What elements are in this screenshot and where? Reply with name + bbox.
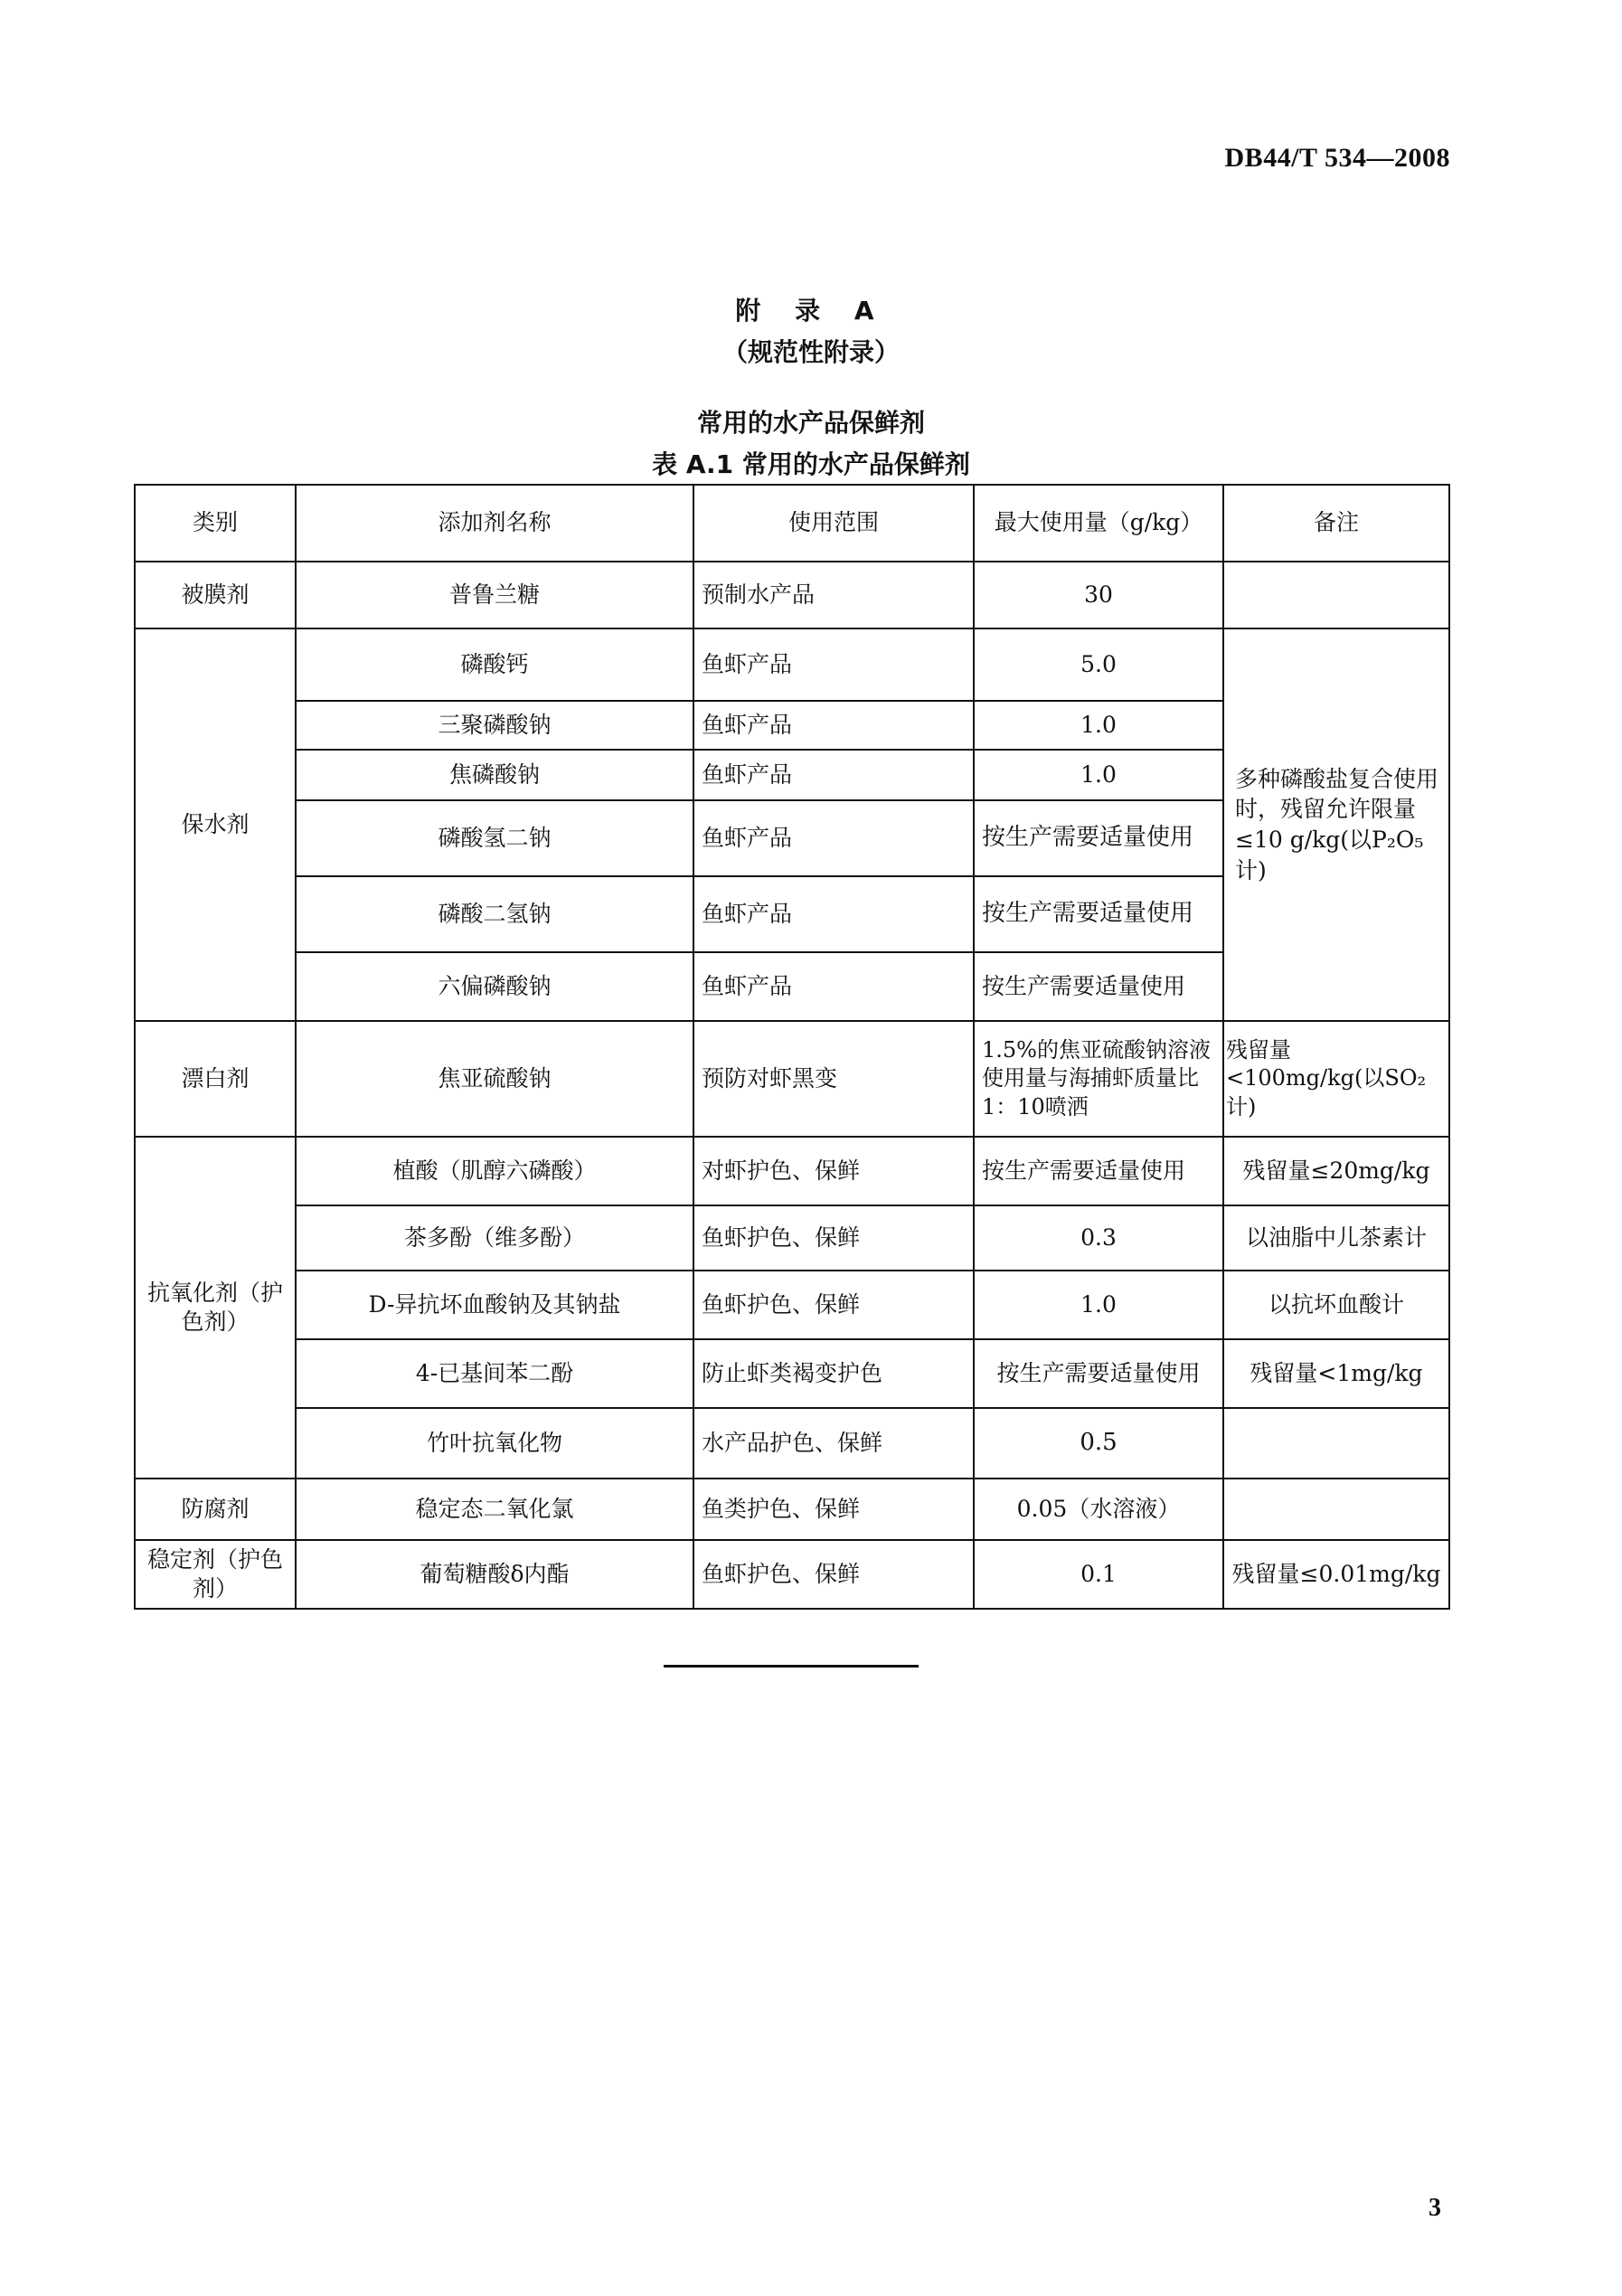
table-row [135,1540,1449,1609]
category-cell: 被膜剂 [135,562,296,628]
name-cell: 磷酸氢二钠 [296,800,693,876]
scope-cell: 鱼类护色、保鲜 [693,1479,974,1540]
dose-cell: 1.5%的焦亚硫酸钠溶液使用量与海捕虾质量比1：10喷洒 [974,1021,1223,1137]
category-cell: 抗氧化剂（护色剂） [135,1137,296,1479]
dose-cell: 0.1 [974,1540,1223,1609]
name-cell: 六偏磷酸钠 [296,952,693,1021]
table-row [135,1205,1449,1271]
document-title: 常用的水产品保鲜剂 [696,408,925,438]
table-row [135,1271,1449,1339]
scope-cell: 水产品护色、保鲜 [693,1408,974,1479]
remark-cell: 残留量≤0.01mg/kg [1223,1540,1449,1609]
header-remark: 备注 [1223,485,1449,562]
table-row [135,628,1449,701]
dose-cell: 1.0 [974,701,1223,750]
remark-cell: 残留量<100mg/kg(以SO₂计) [1223,1021,1449,1137]
table-header-row [135,485,1449,562]
name-cell: 焦磷酸钠 [296,750,693,800]
remark-cell [1223,562,1449,628]
dose-cell: 按生产需要适量使用 [974,1137,1223,1205]
table-row [135,1339,1449,1408]
name-cell: 4-已基间苯二酚 [296,1339,693,1408]
scope-cell: 鱼虾产品 [693,952,974,1021]
scope-cell: 鱼虾护色、保鲜 [693,1205,974,1271]
remark-cell: 以抗坏血酸计 [1223,1271,1449,1339]
scope-cell: 鱼虾产品 [693,701,974,750]
remark-cell: 残留量≤20mg/kg [1223,1137,1449,1205]
annex-subtitle: （规范性附录） [721,337,900,367]
header-scope: 使用范围 [693,485,974,562]
remark-cell [1223,1408,1449,1479]
category-cell: 稳定剂（护色剂） [135,1540,296,1609]
table-caption: 表 A.1 常用的水产品保鲜剂 [652,449,970,479]
scope-cell: 鱼虾产品 [693,628,974,701]
dose-cell: 30 [974,562,1223,628]
category-cell: 保水剂 [135,628,296,1021]
scope-cell: 鱼虾产品 [693,800,974,876]
scope-cell: 鱼虾产品 [693,876,974,952]
dose-cell: 0.05（水溶液） [974,1479,1223,1540]
standard-code: DB44/T 534—2008 [1224,143,1450,173]
preservatives-table [134,484,1450,1610]
end-separator-line [664,1665,919,1668]
remark-cell: 以油脂中儿茶素计 [1223,1205,1449,1271]
name-cell: 稳定态二氧化氯 [296,1479,693,1540]
name-cell: 三聚磷酸钠 [296,701,693,750]
name-cell: 茶多酚（维多酚） [296,1205,693,1271]
name-cell: 焦亚硫酸钠 [296,1021,693,1137]
name-cell: 竹叶抗氧化物 [296,1408,693,1479]
table-row [135,1137,1449,1205]
dose-cell: 按生产需要适量使用 [974,1339,1223,1408]
category-cell: 防腐剂 [135,1479,296,1540]
name-cell: 磷酸钙 [296,628,693,701]
table-row [135,562,1449,628]
header-max-dose: 最大使用量（g/kg） [974,485,1223,562]
table-row [135,1408,1449,1479]
name-cell: 葡萄糖酸δ内酯 [296,1540,693,1609]
header-name: 添加剂名称 [296,485,693,562]
remark-cell: 残留量<1mg/kg [1223,1339,1449,1408]
scope-cell: 鱼虾护色、保鲜 [693,1271,974,1339]
dose-cell: 按生产需要适量使用 [974,952,1223,1021]
scope-cell: 鱼虾护色、保鲜 [693,1540,974,1609]
page-number: 3 [1429,2194,1441,2222]
dose-cell: 5.0 [974,628,1223,701]
scope-cell: 预防对虾黑变 [693,1021,974,1137]
table-row [135,1479,1449,1540]
scope-cell: 对虾护色、保鲜 [693,1137,974,1205]
name-cell: 磷酸二氢钠 [296,876,693,952]
scope-cell: 防止虾类褐变护色 [693,1339,974,1408]
dose-cell: 0.5 [974,1408,1223,1479]
header-category: 类别 [135,485,296,562]
remark-cell [1223,1479,1449,1540]
dose-cell: 1.0 [974,1271,1223,1339]
remark-cell: 多种磷酸盐复合使用时，残留允许限量≤10 g/kg(以P₂O₅计) [1223,628,1449,1021]
dose-cell: 按生产需要适量使用 [974,876,1223,952]
scope-cell: 预制水产品 [693,562,974,628]
dose-cell: 1.0 [974,750,1223,800]
scope-cell: 鱼虾产品 [693,750,974,800]
name-cell: 普鲁兰糖 [296,562,693,628]
category-cell: 漂白剂 [135,1021,296,1137]
name-cell: D-异抗坏血酸钠及其钠盐 [296,1271,693,1339]
table-row [135,1021,1449,1137]
annex-title: 附 录 A [735,296,887,326]
name-cell: 植酸（肌醇六磷酸） [296,1137,693,1205]
dose-cell: 按生产需要适量使用 [974,800,1223,876]
dose-cell: 0.3 [974,1205,1223,1271]
